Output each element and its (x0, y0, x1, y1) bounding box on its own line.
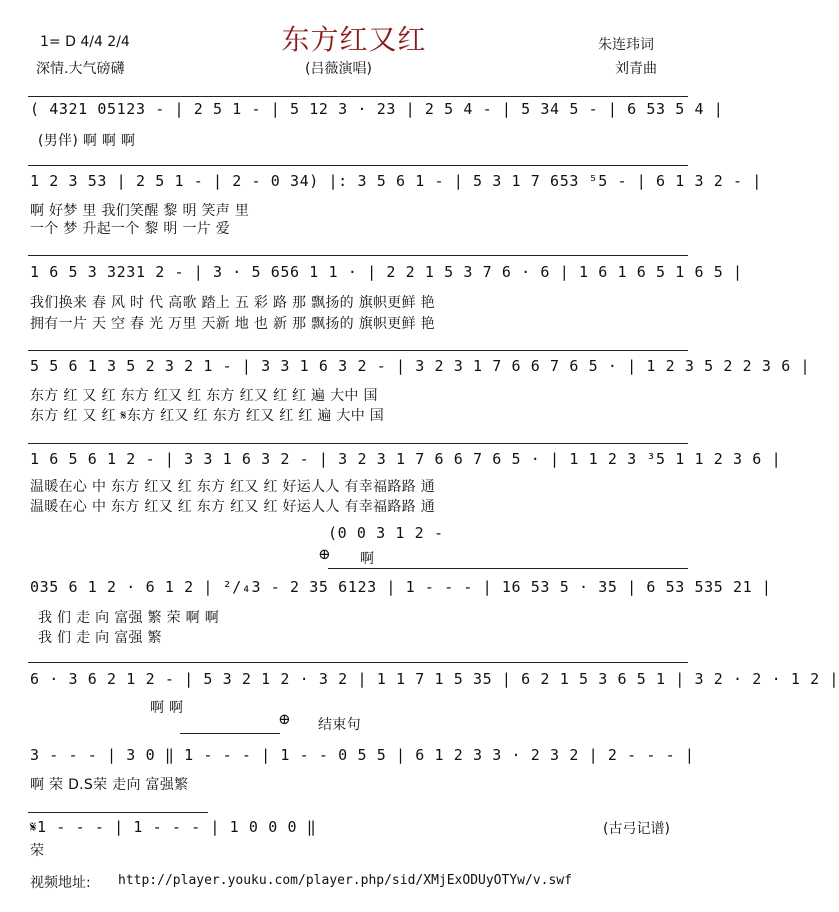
lyrics-row-3-verse-2: 拥有一片 天 空 春 光 万里 天新 地 也 新 那 飘扬的 旗帜更鲜 艳 (30, 316, 435, 332)
notation-row-7: 6 · 3 6 2 1 2 - | 5 3 2 1 2 · 3 2 | 1 1 7 1 5 35 | 6 2 1 5 3 6 5 1 | 3 2 · 2 · 1 2 | (30, 670, 839, 688)
video-url-link[interactable]: http://player.youku.com/player.php/sid/XMjExODUyOTYw/v.swf (118, 873, 572, 888)
singer-credit: (吕薇演唱) (305, 61, 372, 77)
lyrics-row-2-verse-2: 一个 梦 升起一个 黎 明 一片 爱 (30, 221, 231, 237)
notation-row-2: 1 2 3 53 | 2 5 1 - | 2 - 0 34) |: 3 5 6 1 - | 5 3 1 7 653 ⁵5 - | 6 1 3 2 - | (30, 172, 762, 190)
tempo-mood: 深情.大气磅礴 (36, 61, 125, 77)
lyrics-row-5-verse-1: 温暖在心 中 东方 红又 红 东方 红又 红 好运人人 有幸福路路 通 (30, 479, 435, 495)
slur-line (28, 662, 688, 663)
lyrics-row-6-verse-1: 我 们 走 向 富强 繁 荣 啊 啊 (38, 610, 220, 626)
slur-line (28, 255, 688, 256)
notation-row-4: 5 5 6 1 3 5 2 3 2 1 - | 3 3 1 6 3 2 - | 3 2 3 1 7 6 6 7 6 5 · | 1 2 3 5 2 2 3 6 | (30, 357, 811, 375)
lyricist-credit: 朱连玮词 (598, 37, 654, 53)
coda-label: 结束句 (318, 717, 361, 733)
notation-row-5: 1 6 5 6 1 2 - | 3 3 1 6 3 2 - | 3 2 3 1 7 6 6 7 6 5 · | 1 1 2 3 ³5 1 1 2 3 6 | (30, 450, 782, 468)
volta-bracket (180, 733, 280, 734)
lyrics-row-5-verse-2: 温暖在心 中 东方 红又 红 东方 红又 红 好运人人 有幸福路路 通 (30, 499, 435, 515)
slur-line (28, 165, 688, 166)
coda-symbol-icon: ⊕ (318, 545, 331, 563)
lyrics-row-4-verse-2: 东方 红 又 红 𝄋东方 红又 红 东方 红又 红 红 遍 大中 国 (30, 408, 385, 424)
slur-line (28, 96, 688, 97)
slur-line (28, 350, 688, 351)
video-label: 视频地址: (30, 875, 91, 891)
aux-notation: (0 0 3 1 2 - (328, 524, 444, 542)
notation-row-3: 1 6 5 3 3231 2 - | 3 · 5 656 1 1 · | 2 2 1 5 3 7 6 · 6 | 1 6 1 6 5 1 6 5 | (30, 263, 743, 281)
lyrics-row-2-verse-1: 啊 好梦 里 我们笑醒 黎 明 笑声 里 (30, 203, 250, 219)
lyrics-row-9: 荣 (30, 843, 45, 859)
lyrics-row-1: (男伴) 啊 啊 啊 (38, 133, 136, 149)
transcriber-credit: (古弓记谱) (603, 821, 670, 837)
slur-line (28, 443, 688, 444)
notation-row-1: ( 4321 05123 - | 2 5 1 - | 5 12 3 · 23 | 2 5 4 - | 5 34 5 - | 6 53 5 4 | (30, 100, 724, 118)
notation-row-8: 3 - - - | 3 0 ‖ 1 - - - | 1 - - 0 5 5 | 6 1 2 3 3 · 2 3 2 | 2 - - - | (30, 746, 695, 764)
key-signature: 1= D 4/4 2/4 (40, 34, 130, 50)
lyrics-row-3-verse-1: 我们换来 春 风 时 代 高歌 踏上 五 彩 路 那 飘扬的 旗帜更鲜 艳 (30, 295, 435, 311)
coda-symbol-icon: ⊕ (278, 710, 291, 728)
slur-line (28, 812, 208, 813)
notation-row-6: 035 6 1 2 · 6 1 2 | ²/₄3 - 2 35 6123 | 1 - - - | 16 53 5 · 35 | 6 53 535 21 | (30, 578, 772, 596)
song-title: 东方红又红 (281, 23, 427, 56)
volta-bracket (328, 568, 688, 569)
lyrics-row-4-verse-1: 东方 红 又 红 东方 红又 红 东方 红又 红 红 遍 大中 国 (30, 388, 378, 404)
lyrics-row-8: 啊 荣 D.S荣 走向 富强繁 (30, 777, 189, 793)
lyrics-row-6-verse-2: 我 们 走 向 富强 繁 (38, 630, 162, 646)
aux-lyric: 啊 (360, 551, 375, 567)
notation-row-9: 𝄋1 - - - | 1 - - - | 1 0 0 0 ‖ (30, 818, 317, 836)
lyrics-row-7: 啊 啊 (150, 700, 184, 716)
composer-credit: 刘青曲 (615, 61, 657, 77)
